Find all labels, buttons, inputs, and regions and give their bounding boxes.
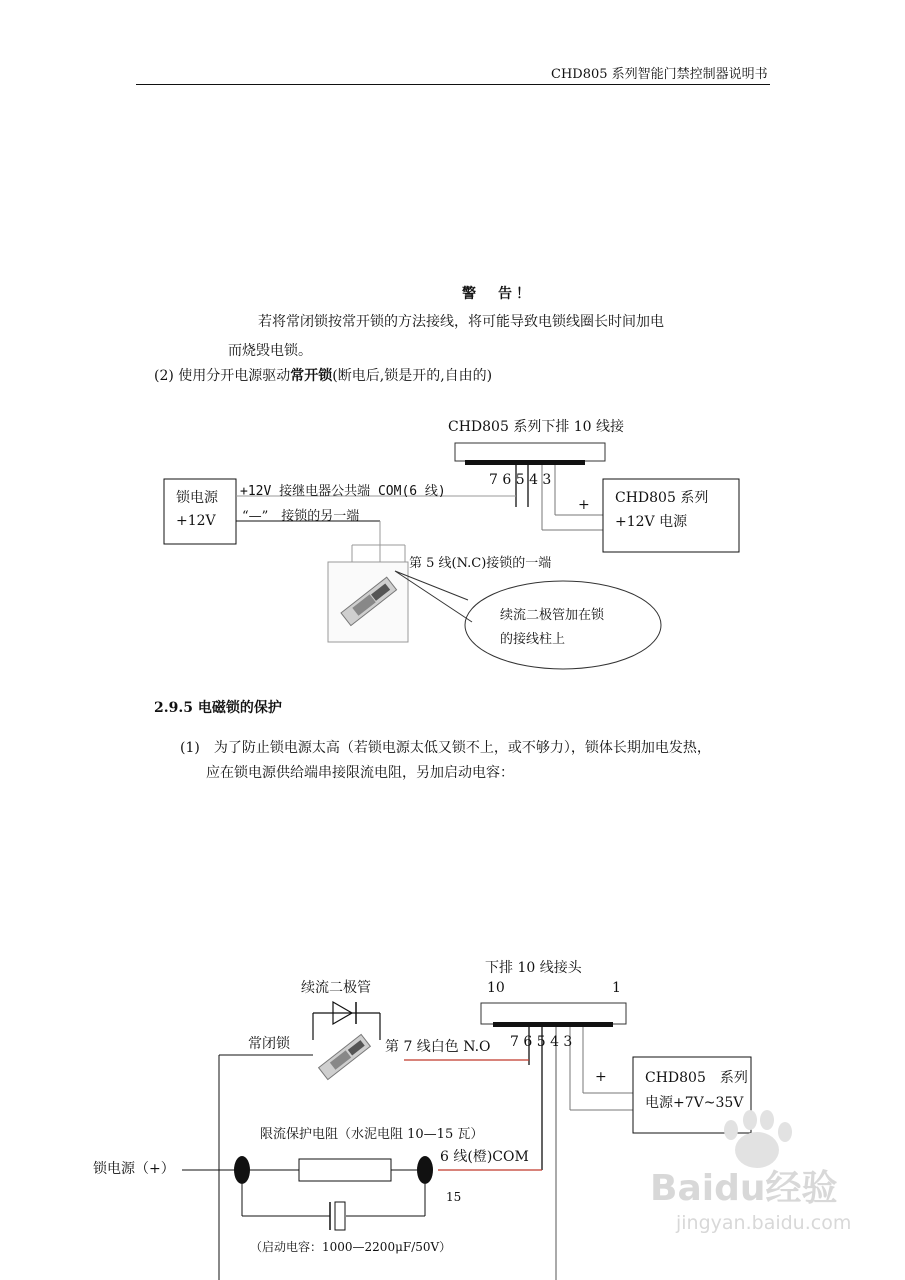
diagram-1-wire-minus: “—” 接锁的另一端 [242, 509, 360, 524]
diagram-2-psu-label: 锁电源（+） [93, 1161, 175, 1177]
diagram-1-wire-nc: 第 5 线(N.C)接锁的一端 [409, 556, 552, 571]
header-title: CHD805 系列智能门禁控制器说明书 [551, 67, 768, 82]
item-2-bold: 常开锁 [290, 368, 333, 384]
item-2-suffix: (断电后,锁是开的,自由的) [332, 368, 493, 384]
diagram-2-wire-7: 第 7 线白色 N.O [385, 1039, 491, 1055]
diagram-1-pins: 7 6 5 4 3 [489, 472, 552, 488]
item-2-prefix: (2) 使用分开电源驱动 [154, 368, 291, 384]
diagram-2-chd-label-2: 电源+7V~35V [645, 1095, 744, 1111]
diagram-1-bubble-line-2: 的接线柱上 [500, 632, 566, 647]
page-number: 15 [446, 1190, 462, 1204]
section-heading: 2.9.5 电磁锁的保护 [154, 700, 282, 716]
diagram-2-pins: 7 6 5 4 3 [510, 1034, 573, 1050]
diagram-2-lock-label: 常闭锁 [248, 1036, 290, 1052]
watermark-url: jingyan.baidu.com [676, 1212, 852, 1234]
diagram-2-connector-label: 下排 10 线接头 [485, 960, 582, 976]
diagram-2-resistor-label: 限流保护电阻（水泥电阻 10—15 瓦） [260, 1127, 484, 1142]
item-1-line-2: 应在锁电源供给端串接限流电阻，另加启动电容： [206, 765, 514, 781]
diagram-2-pin-left: 10 [487, 980, 505, 996]
diagram-1-lock-psu-label-1: 锁电源 [176, 490, 218, 506]
warning-title: 警 告！ [462, 286, 534, 302]
diagram-1-connector-label: CHD805 系列下排 10 线接 [448, 419, 625, 435]
diagram-1-lock-psu-label-2: +12V [176, 513, 216, 529]
diagram-2-diode-label: 续流二极管 [301, 980, 371, 996]
diagram-1-wire-com: +12V 接继电器公共端 COM(6 线) [240, 484, 446, 499]
diagram-2-wire-6: 6 线(橙)COM [440, 1149, 529, 1165]
item-1-line-1: (1) 为了防止锁电源太高（若锁电源太低又锁不上，或不够力），锁体长期加电发热， [180, 740, 711, 756]
diagram-2-plus: + [595, 1069, 607, 1085]
warning-line-1: 若将常闭锁按常开锁的方法接线，将可能导致电锁线圈长时间加电 [258, 314, 664, 330]
watermark-brand: Baidu经验 [650, 1168, 838, 1209]
diagram-1-plus: + [578, 497, 590, 513]
diagram-1-chd-label-1: CHD805 系列 [615, 490, 709, 506]
warning-line-2: 而烧毁电锁。 [228, 343, 312, 359]
diagram-2-cap-label: （启动电容：1000—2200μF/50V） [250, 1240, 452, 1254]
diagram-2-chd-label-1: CHD805 系列 [645, 1070, 748, 1086]
diagram-2-pin-right: 1 [612, 980, 621, 996]
diagram-1-bubble-line-1: 续流二极管加在锁 [500, 608, 605, 623]
diagram-1-chd-label-2: +12V 电源 [615, 514, 688, 530]
